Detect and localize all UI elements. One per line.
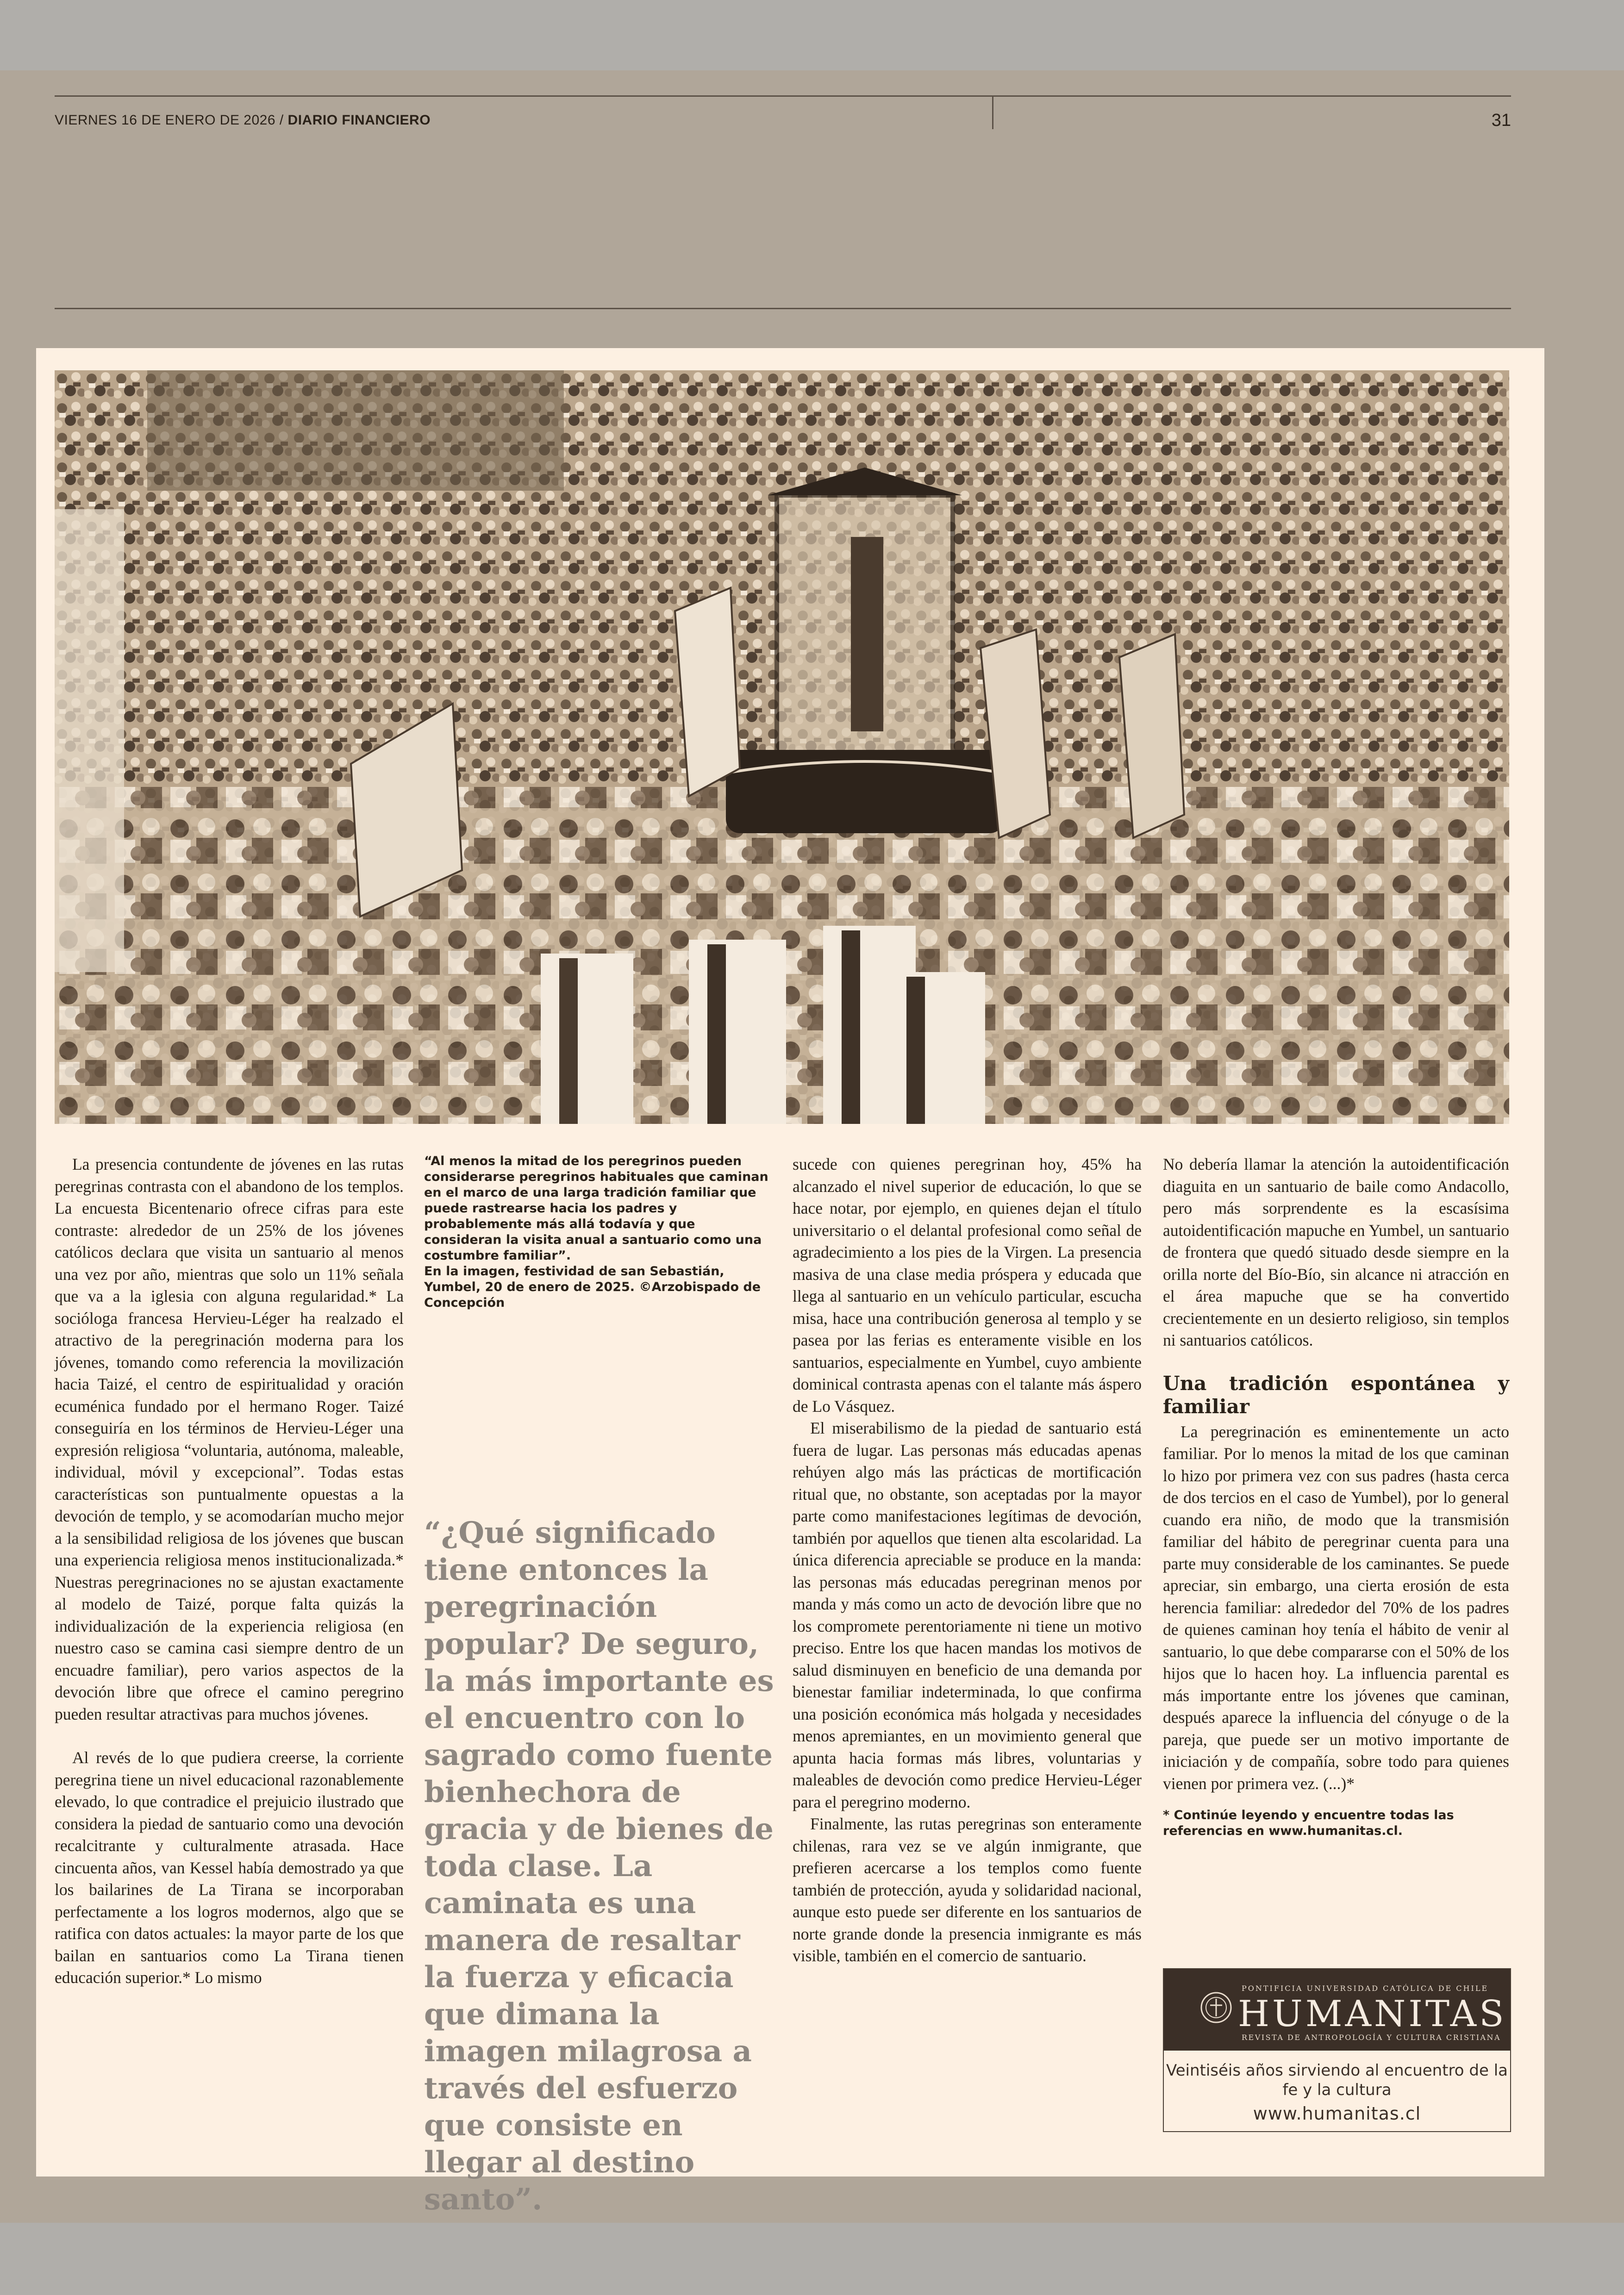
ad-brand: HUMANITAS [1238, 1993, 1507, 2035]
issue-date: VIERNES 16 DE ENERO DE 2026 [55, 112, 276, 128]
header-divider [992, 97, 993, 129]
column-2 [424, 1154, 777, 1311]
paragraph: No debería llamar la atención la autoidentificación diaguita en un santuario de baile como Andacollo, pero más sorprendente es la escasísima autoidentificación mapuche en Yumbel, un santuario de frontera que quedó situado desde siempre en la orilla norte del Bío-Bío, sin alcance ni atracción en el área mapuche que se ha convertido crecientemente en un desierto religioso, sin templos ni santuarios católicos. [1163, 1155, 1509, 1349]
footnote: * Continúe leyendo y encuentre todas las referencias en www.humanitas.cl. [1163, 1808, 1454, 1838]
page-header [55, 95, 1511, 202]
university-seal-icon [1200, 1991, 1232, 2024]
procession-photo [55, 370, 1509, 1124]
header-date-line: VIERNES 16 DE ENERO DE 2026 / DIARIO FINANCIERO [55, 112, 431, 128]
photo-caption [424, 1154, 777, 1311]
caption-quote: “Al menos la mitad de los peregrinos pueden considerarse peregrinos habituales que caminan en el marco de una larga tradición familiar que puede rastrearse hacia los padres y probablemente más allá todavía y que consideran la visita anual a santuario como una costumbre familiar”. [424, 1154, 768, 1263]
pull-quote: “¿Qué significado tiene entonces la peregrinación popular? De seguro, la más importante es el encuentro con lo sagrado como fuente bienhechora de gracia y de bienes de toda clase. La caminata es una manera de resaltar la fuerza y eficacia que dimana la imagen milagrosa a través del esfuerzo que consiste en llegar al destino santo”. [424, 1515, 774, 2217]
paragraph: Finalmente, las rutas peregrinas son enteramente chilenas, rara vez se ve algún inmigrante, que prefieren acercarse a los templos como fuente también de protección, ayuda y solidaridad nacional, aunque esto puede ser diferente en los santuarios de norte grande donde la presencia inmigrante es más visible, también en el comercio de santuario. [793, 1815, 1142, 1965]
column-1 [55, 1154, 404, 1989]
ad-banner [1164, 1969, 1510, 2051]
header-rule [55, 308, 1511, 309]
section-subhead: Una tradición espontánea y familiar [1163, 1372, 1509, 1418]
ad-university: PONTIFICIA UNIVERSIDAD CATÓLICA DE CHILE [1242, 1984, 1489, 1993]
procession-photo-icon [55, 370, 1509, 1124]
ad-subtitle: REVISTA DE ANTROPOLOGÍA Y CULTURA CRISTIANA [1242, 2033, 1501, 2042]
paragraph: La presencia contundente de jóvenes en las rutas peregrinas contrasta con el abandono de los templos. La encuesta Bicentenario ofrece cifras para este contraste: alrededor de un 25% de los jóvenes católicos declara que visita un santuario al menos una vez por año, mientras que solo un 11% señala que va a la iglesia con alguna regularidad.* La socióloga francesa Hervieu-Léger ha realzado el atractivo de la peregrinación moderna para los jóvenes, tomando como referencia la movilización hacia Taizé, el centro de espiritualidad y oración ecuménica fundado por el hermano Roger. Taizé conseguiría en los términos de Hervieu-Léger una expresión religiosa “voluntaria, autónoma, maleable, individual, móvil y excepcional”. Todas estas características son puntualmente opuestas a la devoción de templo, y se acomodarían mucho mejor a la sensibilidad religiosa de los jóvenes que buscan una experiencia religiosa menos institucionalizada.* Nuestras peregrinaciones no se ajustan exactamente al modelo de Taizé, porque falta quizás la individualización de la experiencia religiosa (en nuestro caso se camina casi siempre dentro de un encuadre familiar), pero varios aspectos de la devoción libre que ofrece el camino peregrino pueden resultar atractivas para muchos jóvenes. [55, 1155, 404, 1723]
paragraph: sucede con quienes peregrinan hoy, 45% ha alcanzado el nivel superior de educación, lo que se hace notar, por ejemplo, en quienes dejan el título universitario o el delantal profesional como señal de agradecimiento a los pies de la Virgen. La presencia masiva de una clase media próspera y educada que llega al santuario en un vehículo particular, escucha misa, hace una contribución generosa al templo y se pasea por las ferias es enteramente visible en los santuarios, especialmente en Yumbel, cuyo ambiente dominical contrasta apenas con el talante más áspero de Lo Vásquez. [793, 1155, 1142, 1416]
column-3 [793, 1154, 1142, 1967]
caption-credit: En la imagen, festividad de san Sebastián, Yumbel, 20 de enero de 2025. ©Arzobispado de Concepción [424, 1264, 761, 1310]
newspaper-name: DIARIO FINANCIERO [287, 112, 431, 128]
ad-url-link[interactable]: www.humanitas.cl [1253, 2103, 1421, 2124]
humanitas-ad[interactable] [1163, 1968, 1511, 2132]
paragraph: Al revés de lo que pudiera creerse, la corriente peregrina tiene un nivel educacional razonablemente elevado, lo que contradice el prejuicio ilustrado que considera la piedad de santuario como una devoción recalcitrante y culturalmente atrasada. Hace cincuenta años, van Kessel había demostrado ya que los bailarines de La Tirana se incorporaban perfectamente a los logros modernos, algo que se ratifica con datos actuales: la mayor parte de los que bailan en santuarios como La Tirana tienen educación superior.* Lo mismo [55, 1748, 404, 1987]
paragraph: El miserabilismo de la piedad de santuario está fuera de lugar. Las personas más educadas apenas rehúyen algo más las prácticas de mortificación ritual que, no obstante, son aceptadas por la mayor parte como manifestaciones legítimas de devoción, también por aquellos que tienen alta escolaridad. La única diferencia apreciable se produce en la manda: las personas más educadas peregrinan menos por manda y más como un acto de devoción libre que no los compromete perentoriamente ni tiene un motivo preciso. Entre los que hacen mandas los motivos de salud disminuyen en beneficio de una demanda por bienestar familiar indeterminada, lo que confirma una posición económica más holgada y necesidades menos apremiantes, en un movimiento general que apunta hacia formas más libres, voluntarias y maleables de devoción como predice Hervieu-Léger para el peregrino moderno. [793, 1419, 1142, 1811]
paragraph: La peregrinación es eminentemente un acto familiar. Por lo menos la mitad de los que caminan lo hizo por primera vez con sus padres (hasta cerca de dos tercios en el caso de Yumbel), por lo general cuando era niño, de modo que la transmisión familiar del hábito de peregrinar cuenta para una parte muy considerable de los caminantes. Se puede apreciar, sin embargo, una cierta erosión de esta herencia familiar: alrededor del 70% de los padres de quienes caminan hoy tenía el hábito de venir al santuario, lo que debe compararse con el 50% de los hijos que lo hacen hoy. La influencia parental es más importante entre los jóvenes que caminan, después aparece la influencia del cónyuge o de la pareja, que puede ser un motivo importante de iniciación y de compañía, sobre todo para quienes vienen por primera vez. (...)* [1163, 1422, 1509, 1793]
page-number: 31 [1491, 111, 1511, 130]
column-4 [1163, 1154, 1509, 1839]
ad-tagline: Veintiséis años sirviendo al encuentro de la fe y la cultura [1166, 2061, 1508, 2099]
bottom-margin [0, 2223, 1624, 2295]
article-panel [36, 348, 1544, 2217]
